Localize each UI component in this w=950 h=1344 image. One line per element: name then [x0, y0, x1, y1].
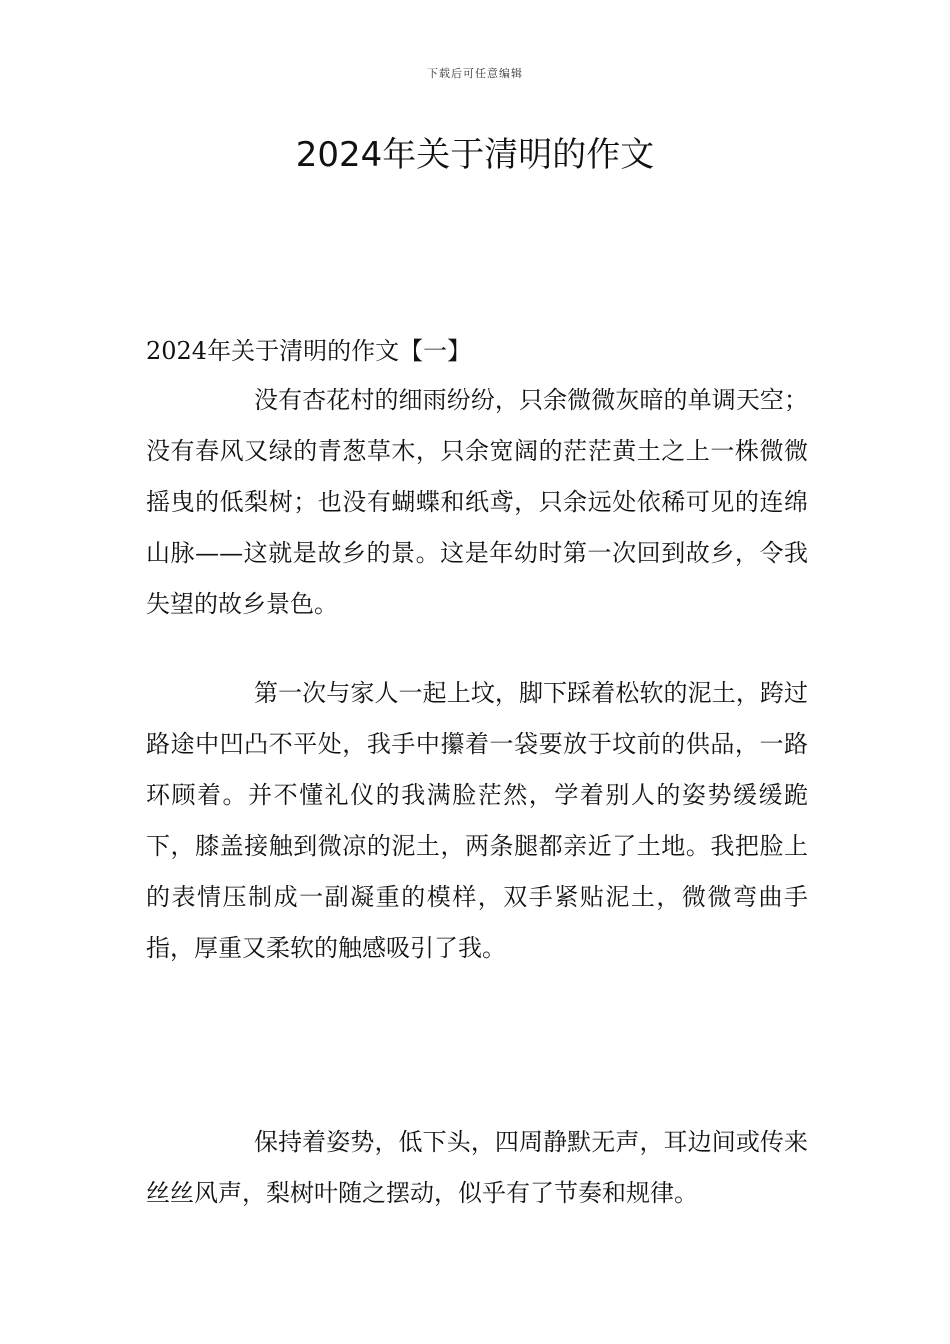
- paragraph-3: 保持着姿势，低下头，四周静默无声，耳边间或传来丝丝风声，梨树叶随之摆动，似乎有了节奏和规律。: [146, 1128, 808, 1207]
- section-heading: 2024年关于清明的作文【一】: [146, 337, 472, 365]
- page-header-note: 下载后可任意编辑: [427, 67, 523, 80]
- document-title: 2024年关于清明的作文: [295, 135, 655, 175]
- paragraph-2: 第一次与家人一起上坟，脚下踩着松软的泥土，跨过路途中凹凸不平处，我手中攥着一袋要放于坟前的供品，一路环顾着。并不懂礼仪的我满脸茫然，学着别人的姿势缓缓跪下，膝盖接触到微凉的泥土，两条腿都亲近了土地。我把脸上的表情压制成一副凝重的模样，双手紧贴泥土，微微弯曲手指，厚重又柔软的触感吸引了我。: [146, 679, 808, 962]
- paragraph-1: 没有杏花村的细雨纷纷，只余微微灰暗的单调天空；没有春风又绿的青葱草木，只余宽阔的茫茫黄土之上一株微微摇曳的低梨树；也没有蝴蝶和纸鸢，只余远处依稀可见的连绵山脉——这就是故乡的景。这是年幼时第一次回到故乡，令我失望的故乡景色。: [146, 386, 808, 618]
